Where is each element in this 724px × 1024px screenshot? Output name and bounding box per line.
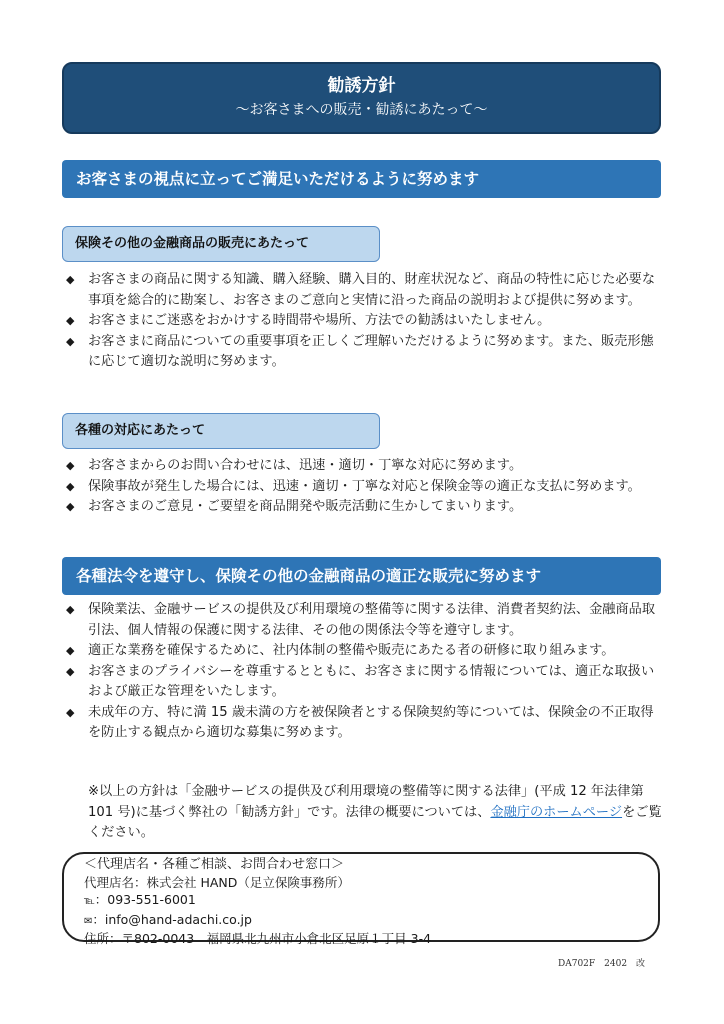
list-item: ◆ 未成年の方、特に満 15 歳未満の方を被保険者とする保険契約等については、保険金の不正取得を防止する観点から適切な募集に努めます。 xyxy=(66,704,654,740)
email-address: ：info@hand-adachi.co.jp xyxy=(92,911,252,927)
policy-note-tail: をご覧ください。 xyxy=(88,804,662,840)
section-header-customer-view: お客さまの視点に立ってご満足いただけるように努めます xyxy=(62,160,661,198)
subsection-heading-responses: 各種の対応にあたって xyxy=(62,413,380,449)
list-item: ◆ 適正な業務を確保するために、社内体制の整備や販売にあたる者の研修に取り組みます。 xyxy=(62,641,662,662)
list-item: ◆ お客さまからのお問い合わせには、迅速・適切・丁寧な対応に努めます。 xyxy=(62,456,662,477)
fsa-homepage-link[interactable]: 金融庁のホームページ xyxy=(490,804,623,820)
diamond-bullet-icon: ◆ xyxy=(66,500,75,513)
email-row xyxy=(84,911,658,931)
bullet-list-sales xyxy=(62,270,662,373)
policy-note xyxy=(88,782,662,844)
diamond-bullet-icon: ◆ xyxy=(66,459,75,472)
bullet-list-responses xyxy=(62,456,662,518)
diamond-bullet-icon: ◆ xyxy=(66,479,75,493)
policy-note-text: ※以上の方針は「金融サービスの提供及び利用環境の整備等に関する法律」(平成 12 年法律第 101 号)に基づく弊社の「勧誘方針」です。法律の概要については、 xyxy=(88,784,644,820)
diamond-bullet-icon: ◆ xyxy=(66,644,75,657)
contact-heading: ＜代理店名・各種ご相談、お問合わせ窓口＞ xyxy=(84,857,345,872)
diamond-bullet-icon: ◆ xyxy=(66,705,75,719)
list-item: ◆ 保険事故が発生した場合には、迅速・適切・丁寧な対応と保険金等の適正な支払に努めます。 xyxy=(62,477,662,498)
diamond-bullet-icon: ◆ xyxy=(66,334,75,348)
contact-box xyxy=(62,852,660,946)
list-item: ◆ お客さまの商品に関する知識、購入経験、購入目的、財産状況など、商品の特性に応じた必要な事項を総合的に勘案し、お客さまのご意向と実情に沿った商品の説明および提供に努めます。 xyxy=(66,272,656,308)
phone-icon: ℡ xyxy=(84,896,95,907)
page-subtitle: ～お客さまへの販売・勧誘にあたって～ xyxy=(235,102,488,118)
address: 住所：〒802-0043 福岡県北九州市小倉北区足原１丁目 3-4 xyxy=(84,931,432,946)
document-code: DA702F 2402 改 xyxy=(558,959,646,969)
agency-name: 代理店名：株式会社 HAND（足立保険事務所） xyxy=(84,874,350,890)
list-item: ◆ お客さまにご迷惑をおかけする時間帯や場所、方法での勧誘はいたしません。 xyxy=(62,311,662,332)
list-item: ◆ お客さまのプライバシーを尊重するとともに、お客さまに関する情報については、適正な取扱いおよび厳正な管理をいたします。 xyxy=(66,663,655,699)
diamond-bullet-icon: ◆ xyxy=(66,664,75,678)
list-item: ◆ お客さまのご意見・ご要望を商品開発や販売活動に生かしてまいります。 xyxy=(62,497,662,518)
title-banner xyxy=(62,62,661,134)
bullet-list-compliance xyxy=(62,600,662,744)
page-title: 勧誘方針 xyxy=(327,76,396,96)
diamond-bullet-icon: ◆ xyxy=(66,273,75,286)
list-item: ◆ 保険業法、金融サービスの提供及び利用環境の整備等に関する法律、消費者契約法、金融商品取引法、個人情報の保護に関する法律、その他の関係法令等を遵守します。 xyxy=(66,602,656,638)
diamond-bullet-icon: ◆ xyxy=(66,603,75,616)
phone-number: ：093-551-6001 xyxy=(94,892,196,907)
section-header-compliance: 各種法令を遵守し、保険その他の金融商品の適正な販売に努めます xyxy=(62,557,661,595)
mail-icon: ✉ xyxy=(84,915,93,927)
phone-row xyxy=(84,891,658,911)
list-item: ◆ お客さまに商品についての重要事項を正しくご理解いただけるように努めます。また、販売形態に応じて適切な説明に努めます。 xyxy=(66,333,654,369)
diamond-bullet-icon: ◆ xyxy=(66,314,75,327)
subsection-heading-sales: 保険その他の金融商品の販売にあたって xyxy=(62,226,380,262)
